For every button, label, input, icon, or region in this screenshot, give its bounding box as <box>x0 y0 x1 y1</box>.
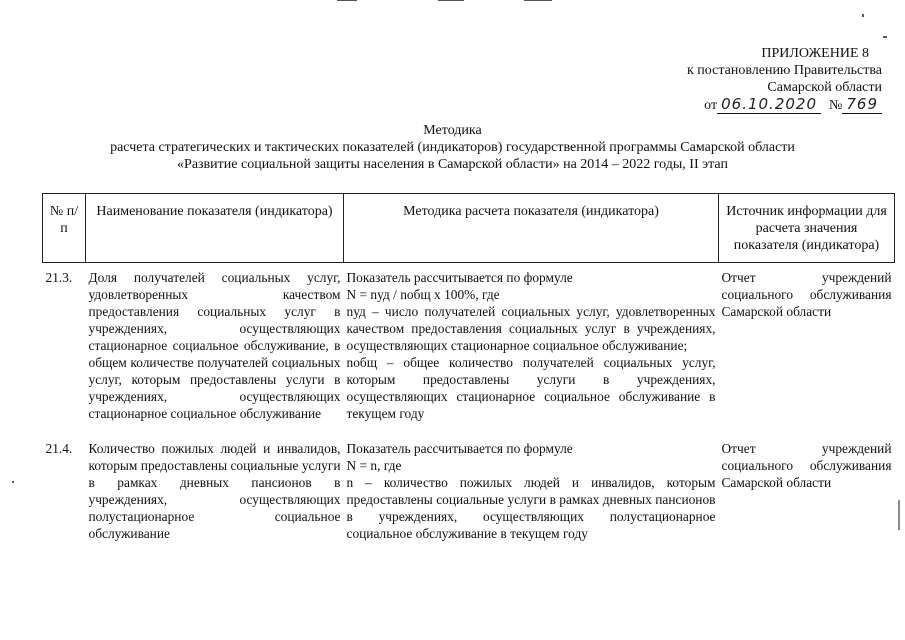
title-line-1: расчета стратегических и тактических показателей (индикаторов) государственной программы Самарской области <box>110 140 795 155</box>
scan-artifact <box>337 0 357 1</box>
title-line-2: «Развитие социальной защиты населения в Самарской области» на 2014 – 2022 годы, II этап <box>177 157 728 172</box>
date-prefix: от <box>704 98 718 113</box>
header-num: № п/п <box>43 194 86 263</box>
information-source: Отчет учреждений социального обслуживания Самарской области <box>721 270 892 319</box>
header-source: Источник информации для расчета значения показателя (индикатора) <box>719 194 895 263</box>
title-heading: Методика <box>423 123 482 138</box>
indicators-table <box>42 193 895 554</box>
method-definition: nуд – число получателей социальных услуг, удовлетворенных качеством предоставления социальных услуг в учреждениях, осуществляющих стационарное социальное обслуживание; <box>346 304 716 353</box>
table-header-row <box>43 194 895 263</box>
scan-artifact <box>524 0 552 1</box>
table-row <box>43 263 895 435</box>
method-intro: Показатель рассчитывается по формуле <box>346 441 573 456</box>
appendix-resolution: к постановлению Правительства <box>686 63 882 78</box>
method-definition: n – количество пожилых людей и инвалидов, которым предоставлены социальные услуги в рамках дневных пансионов в учреждениях, осуществляющих полустационарное социальное обслуживание в текущем году <box>346 475 716 541</box>
scan-artifact <box>898 500 900 530</box>
row-number: 21.4. <box>45 441 73 456</box>
method-intro: Показатель рассчитывается по формуле <box>346 270 573 285</box>
handwritten-date: 06.10.2020 <box>717 96 821 114</box>
table-row <box>43 434 895 554</box>
scan-artifact <box>12 481 14 483</box>
appendix-date-line <box>640 96 882 114</box>
calculation-method <box>344 263 719 435</box>
scan-artifact <box>883 36 887 38</box>
indicator-name: Количество пожилых людей и инвалидов, которым предоставлены социальные услуги в рамках дневных пансионов в учреждениях, осуществляющих полустационарное социальное обслуживание <box>88 441 341 541</box>
document-title <box>40 122 865 173</box>
method-formula: N = nуд / nобщ x 100%, где <box>346 287 500 302</box>
appendix-title: ПРИЛОЖЕНИЕ 8 <box>761 46 869 61</box>
number-prefix: № <box>829 98 843 113</box>
row-number: 21.3. <box>45 270 73 285</box>
header-name: Наименование показателя (индикатора) <box>86 194 344 263</box>
information-source: Отчет учреждений социального обслуживания Самарской области <box>721 441 892 490</box>
appendix-region: Самарской области <box>767 80 882 95</box>
scan-artifact <box>862 14 864 17</box>
indicator-name: Доля получателей социальных услуг, удовлетворенных качеством предоставления социальных услуг в учреждениях, осуществляющих стационарное социальное обслуживание, в общем количестве получателей социальных услуг, которым предоставлены услуги в учреждениях, осуществляющих стационарное социальное обслуживание <box>88 270 341 421</box>
header-method: Методика расчета показателя (индикатора) <box>344 194 719 263</box>
handwritten-number: 769 <box>842 96 882 114</box>
scan-artifact <box>438 0 464 1</box>
appendix-block <box>640 45 882 114</box>
method-definition: nобщ – общее количество получателей социальных услуг, которым предоставлены услуги в учреждениях, осуществляющих стационарное социальное обслуживание в текущем году <box>346 355 716 421</box>
method-formula: N = n, где <box>346 458 402 473</box>
calculation-method <box>344 434 719 554</box>
